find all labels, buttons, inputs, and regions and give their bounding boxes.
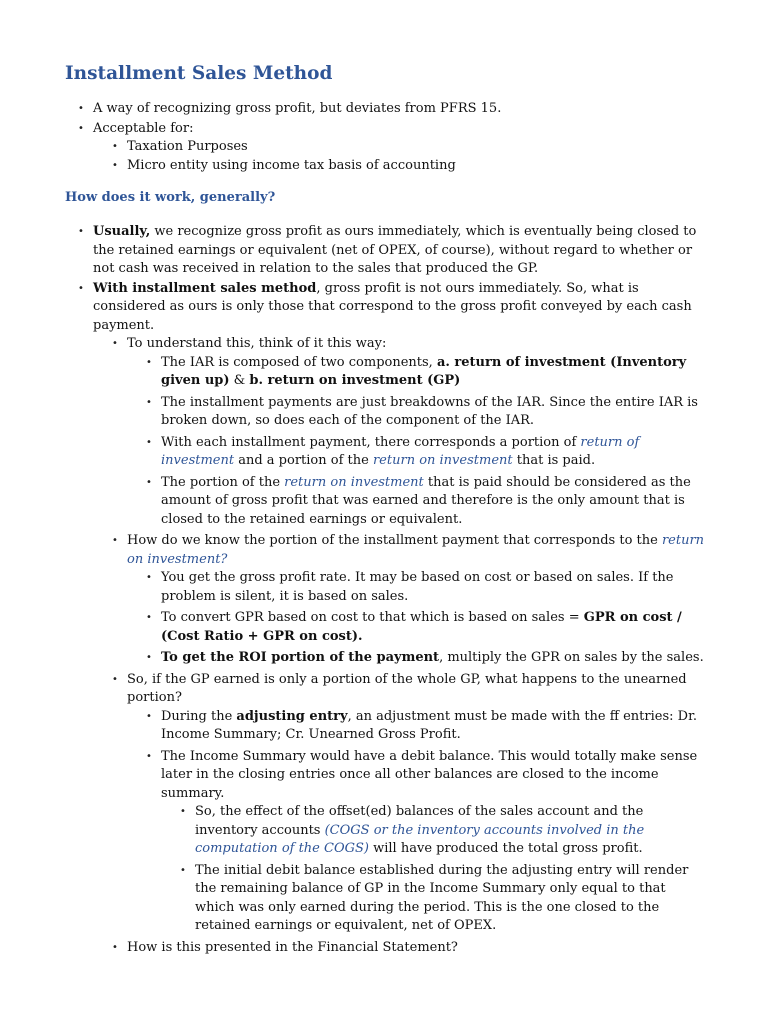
italic-text: return on investment bbox=[284, 474, 424, 490]
income-summary-list bbox=[161, 803, 708, 936]
italic-text: return of investment bbox=[161, 434, 640, 468]
body-text: To convert GPR based on cost to that which is based on sales = bbox=[161, 610, 584, 625]
document-title: Installment Sales Method bbox=[65, 63, 333, 84]
body-text: So, the effect of the offset(ed) balances of the sales account and the inventory accounts bbox=[195, 804, 644, 838]
installment-sublist bbox=[93, 335, 708, 957]
understand-list bbox=[127, 354, 708, 530]
bold-text: adjusting entry bbox=[236, 708, 348, 724]
list-item bbox=[161, 609, 708, 646]
acceptable-list bbox=[93, 138, 708, 175]
body-text: that is paid should be considered as the amount of gross profit that was earned and therefore is the only amount that is closed to the retained earnings or equivalent. bbox=[161, 474, 691, 527]
section-heading: How does it work, generally? bbox=[65, 190, 276, 205]
list-item bbox=[161, 434, 708, 471]
bold-text: a. return of investment (Inventory given up) bbox=[161, 354, 687, 388]
list-item: • The installment payments are just breakdowns of the IAR. Since the entire IAR is broken down, so does each of the component of the IAR. bbox=[161, 394, 708, 431]
list-item: • The initial debit balance established during the adjusting entry will render the remaining balance of GP in the Income Summary only equal to that which was only earned during the period. This is the one closed to the retained earnings or equivalent, net of OPEX. bbox=[195, 862, 708, 936]
body-text: How do we know the portion of the installment payment that corresponds to the bbox=[127, 533, 662, 548]
body-text: , multiply the GPR on sales by the sales. bbox=[439, 650, 704, 665]
body-text: , an adjustment must be made with the ff entries: Dr. Income Summary; Cr. Unearned Gross Profit. bbox=[161, 708, 697, 742]
bold-text: To get the ROI portion of the payment bbox=[161, 650, 440, 665]
list-item bbox=[127, 532, 708, 668]
list-item bbox=[93, 120, 708, 176]
list-item: • A way of recognizing gross profit, but deviates from PFRS 15. bbox=[93, 100, 708, 119]
body-text: , gross profit is not ours immediately. So, what is considered as ours is only those that correspond to the gross profit conveyed by each cash payment. bbox=[93, 280, 692, 333]
main-list bbox=[65, 223, 708, 957]
list-item: • How is this presented in the Financial Statement? bbox=[127, 939, 708, 958]
italic-text: return on investment bbox=[372, 453, 513, 468]
body-text: The portion of the bbox=[161, 474, 285, 490]
unearned-list bbox=[127, 708, 708, 936]
body-text: During the bbox=[161, 708, 237, 724]
list-item bbox=[127, 671, 708, 936]
body-text: The Income Summary would have a debit balance. This would totally make sense later in the closing entries once all other balances are closed to the income summary. bbox=[161, 748, 698, 801]
body-text: To understand this, think of it this way: bbox=[127, 336, 387, 351]
italic-text: return on investment? bbox=[127, 533, 705, 567]
body-text: and a portion of the bbox=[234, 453, 373, 468]
howknow-list bbox=[127, 569, 708, 668]
list-item-usually bbox=[93, 223, 708, 279]
body-text: that is paid. bbox=[512, 453, 596, 468]
list-item-text: Acceptable for: bbox=[93, 120, 194, 136]
list-item bbox=[161, 354, 708, 391]
list-item: • Taxation Purposes bbox=[127, 138, 708, 157]
intro-list bbox=[65, 100, 708, 175]
list-item: • You get the gross profit rate. It may be based on cost or based on sales. If the problem is silent, it is based on sales. bbox=[161, 569, 708, 606]
bold-text: With installment sales method bbox=[93, 280, 317, 296]
bold-text: GPR on cost / (Cost Ratio + GPR on cost). bbox=[161, 610, 682, 644]
body-text: will have produced the total gross profit. bbox=[368, 841, 643, 856]
list-item bbox=[195, 803, 708, 859]
body-text: So, if the GP earned is only a portion of the whole GP, what happens to the unearned portion? bbox=[127, 671, 687, 705]
list-item bbox=[161, 748, 708, 936]
list-item bbox=[161, 708, 708, 745]
list-item-installment bbox=[93, 280, 708, 958]
list-item bbox=[161, 474, 708, 530]
bold-text: Usually, bbox=[93, 224, 151, 239]
body-text: The IAR is composed of two components, bbox=[161, 354, 437, 370]
bold-text: b. return on investment (GP) bbox=[249, 373, 461, 388]
list-item bbox=[127, 335, 708, 529]
list-item bbox=[161, 649, 708, 668]
body-text: & bbox=[229, 373, 250, 388]
list-item: • Micro entity using income tax basis of accounting bbox=[127, 157, 708, 176]
body-text: we recognize gross profit as ours immediately, which is eventually being closed to the retained earnings or equivalent (net of OPEX, of course), without regard to whether or not cash was received in relation to the sales that produced the GP. bbox=[93, 224, 697, 276]
body-text: With each installment payment, there corresponds a portion of bbox=[161, 434, 581, 450]
italic-text: (COGS or the inventory accounts involved in the computation of the COGS) bbox=[195, 822, 645, 856]
